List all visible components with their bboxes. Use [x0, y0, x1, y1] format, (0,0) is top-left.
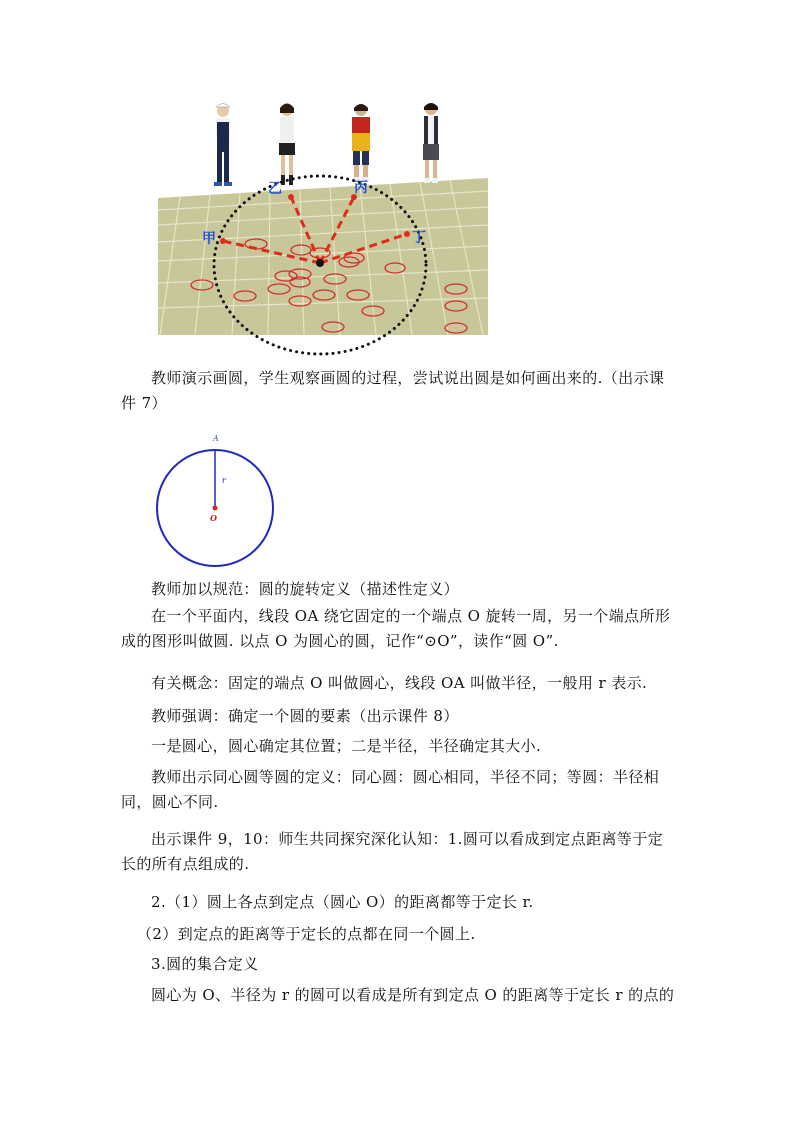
paragraph-explore: 出示课件 9，10：师生共同探究深化认知：1.圆可以看成到定点距离等于定长的所有点组成的.: [121, 830, 664, 873]
label-yi: 乙: [268, 181, 282, 197]
label-jia: 甲: [202, 231, 216, 247]
paragraph-elements: 一是圆心，圆心确定其位置；二是半径，半径确定其大小.: [151, 737, 542, 755]
paragraph-rotation-definition: 在一个平面内，线段 OA 绕它固定的一个端点 O 旋转一周，另一个端点所形成的图形叫做圆. 以点 O 为圆心的圆，记作“⊙O”，读作“圆 O”.: [121, 607, 671, 650]
label-bing: 丙: [354, 180, 368, 196]
paragraph-teacher-emphasis: 教师强调：确定一个圆的要素（出示课件 8）: [151, 707, 459, 725]
label-a: A: [213, 434, 219, 443]
paragraph-demo-circle: 教师演示画圆，学生观察画圆的过程，尝试说出圆是如何画出来的.（出示课件 7）: [121, 369, 665, 412]
paragraph-point-2: （2）到定点的距离等于定长的点都在同一个圆上.: [137, 925, 476, 943]
paragraph-point-1: 2.（1）圆上各点到定点（圆心 O）的距离都等于定长 r.: [151, 893, 534, 911]
center-point: [316, 259, 324, 267]
label-o: O: [210, 513, 217, 523]
paragraph-related-concepts: 有关概念：固定的端点 O 叫做圆心，线段 OA 叫做半径，一般用 r 表示.: [151, 674, 648, 692]
label-ding: 丁: [412, 230, 426, 246]
circle-radius-figure: [150, 430, 284, 570]
student-figure-4: [423, 103, 439, 183]
label-r: r: [222, 476, 226, 485]
center-dot: [213, 506, 218, 511]
student-figure-1: [214, 104, 232, 187]
paragraph-set-definition: 圆心为 O、半径为 r 的圆可以看成是所有到定点 O 的距离等于定长 r 的点的: [151, 986, 675, 1004]
paragraph-set-definition-title: 3.圆的集合定义: [151, 955, 259, 973]
students-circle-figure: [150, 98, 495, 360]
paragraph-concentric-equal-circles: 教师出示同心圆等圆的定义：同心圆：圆心相同，半径不同；等圆：半径相同，圆心不同.: [121, 768, 660, 811]
paragraph-rotation-definition-title: 教师加以规范：圆的旋转定义（描述性定义）: [151, 580, 460, 598]
student-figure-2: [279, 104, 295, 186]
student-figure-3: [352, 104, 370, 182]
